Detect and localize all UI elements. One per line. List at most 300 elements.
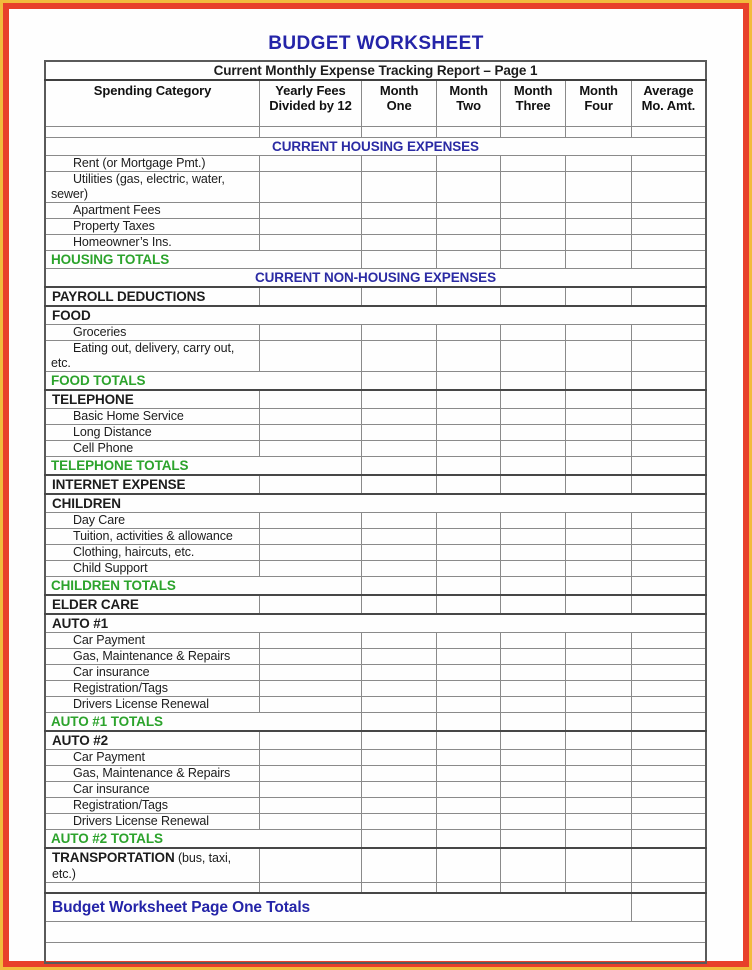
- value-cell: [500, 749, 565, 765]
- table-row: [45, 576, 706, 595]
- value-cell: [260, 848, 362, 883]
- value-cell: [566, 250, 631, 268]
- value-cell: [437, 340, 500, 371]
- value-cell: [361, 218, 437, 234]
- value-cell: [437, 390, 500, 409]
- table-row: [45, 882, 706, 893]
- value-cell: [566, 848, 631, 883]
- table-row: [45, 893, 706, 921]
- row-label: Day Care: [45, 512, 260, 528]
- value-cell: [566, 696, 631, 712]
- totals-label: AUTO #2 TOTALS: [45, 829, 361, 848]
- value-cell: [361, 731, 437, 750]
- value-cell: [566, 680, 631, 696]
- row-label: Gas, Maintenance & Repairs: [45, 765, 260, 781]
- value-cell: [631, 390, 706, 409]
- category-label-bold: TRANSPORTATION: [52, 849, 175, 865]
- row-label: Clothing, haircuts, etc.: [45, 544, 260, 560]
- value-cell: [260, 324, 362, 340]
- category-label: TELEPHONE: [45, 390, 260, 409]
- value-cell: [566, 765, 631, 781]
- value-cell: [500, 528, 565, 544]
- value-cell: [260, 171, 362, 202]
- table-row: [45, 287, 706, 306]
- value-cell: [631, 408, 706, 424]
- worksheet-body: [45, 126, 706, 963]
- empty-row-cell: [45, 942, 706, 963]
- category-label: ELDER CARE: [45, 595, 260, 614]
- value-cell: [566, 234, 631, 250]
- value-cell: [437, 765, 500, 781]
- table-row: [45, 614, 706, 633]
- table-row: [45, 544, 706, 560]
- value-cell: [361, 664, 437, 680]
- value-cell: [437, 813, 500, 829]
- table-row: [45, 712, 706, 731]
- value-cell: [631, 797, 706, 813]
- value-cell: [500, 126, 565, 137]
- value-cell: [437, 250, 500, 268]
- value-cell: [260, 340, 362, 371]
- value-cell: [631, 765, 706, 781]
- table-row: [45, 408, 706, 424]
- value-cell: [437, 595, 500, 614]
- value-cell: [361, 829, 437, 848]
- category-label: AUTO #2: [45, 731, 260, 750]
- value-cell: [566, 544, 631, 560]
- value-cell: [631, 234, 706, 250]
- value-cell: [500, 390, 565, 409]
- value-cell: [500, 829, 565, 848]
- category-label: PAYROLL DEDUCTIONS: [45, 287, 260, 306]
- value-cell: [631, 848, 706, 883]
- table-row: [45, 440, 706, 456]
- value-cell: [361, 171, 437, 202]
- table-row: [45, 512, 706, 528]
- value-cell: [260, 287, 362, 306]
- value-cell: [260, 408, 362, 424]
- value-cell: [631, 218, 706, 234]
- value-cell: [361, 813, 437, 829]
- value-cell: [631, 680, 706, 696]
- value-cell: [361, 287, 437, 306]
- value-cell: [437, 560, 500, 576]
- row-label: Long Distance: [45, 424, 260, 440]
- row-label: Tuition, activities & allowance: [45, 528, 260, 544]
- value-cell: [500, 731, 565, 750]
- value-cell: [361, 595, 437, 614]
- value-cell: [437, 696, 500, 712]
- value-cell: [361, 390, 437, 409]
- table-row: [45, 306, 706, 325]
- row-label: Eating out, delivery, carry out, etc.: [45, 340, 260, 371]
- value-cell: [500, 648, 565, 664]
- category-label: FOOD: [45, 306, 706, 325]
- column-header-row: [45, 80, 706, 126]
- column-header: Month Four: [566, 80, 631, 126]
- value-cell: [500, 234, 565, 250]
- value-cell: [566, 749, 631, 765]
- row-label: Rent (or Mortgage Pmt.): [45, 155, 260, 171]
- value-cell: [437, 664, 500, 680]
- row-label: Car insurance: [45, 664, 260, 680]
- value-cell: [500, 371, 565, 390]
- value-cell: [361, 340, 437, 371]
- row-label: Car Payment: [45, 749, 260, 765]
- value-cell: [566, 595, 631, 614]
- value-cell: [361, 475, 437, 494]
- value-cell: [631, 424, 706, 440]
- column-header: Yearly Fees Divided by 12: [260, 80, 362, 126]
- value-cell: [500, 512, 565, 528]
- table-row: [45, 632, 706, 648]
- value-cell: [631, 560, 706, 576]
- value-cell: [500, 765, 565, 781]
- value-cell: [361, 424, 437, 440]
- value-cell: [361, 749, 437, 765]
- value-cell: [361, 680, 437, 696]
- value-cell: [361, 544, 437, 560]
- value-cell: [566, 218, 631, 234]
- column-header: Average Mo. Amt.: [631, 80, 706, 126]
- value-cell: [260, 202, 362, 218]
- value-cell: [437, 528, 500, 544]
- value-cell: [500, 340, 565, 371]
- value-cell: [437, 234, 500, 250]
- value-cell: [361, 576, 437, 595]
- value-cell: [361, 632, 437, 648]
- value-cell: [566, 882, 631, 893]
- value-cell: [500, 560, 565, 576]
- row-label: Groceries: [45, 324, 260, 340]
- page-title: BUDGET WORKSHEET: [268, 33, 484, 54]
- row-label: Drivers License Renewal: [45, 696, 260, 712]
- row-label: Car insurance: [45, 781, 260, 797]
- table-row: [45, 560, 706, 576]
- value-cell: [437, 155, 500, 171]
- value-cell: [500, 595, 565, 614]
- value-cell: [631, 544, 706, 560]
- value-cell: [45, 126, 260, 137]
- decorative-frame: [3, 3, 749, 967]
- value-cell: [361, 155, 437, 171]
- table-row: [45, 813, 706, 829]
- value-cell: [566, 528, 631, 544]
- table-row: [45, 680, 706, 696]
- value-cell: [500, 813, 565, 829]
- value-cell: [260, 126, 362, 137]
- table-row: [45, 664, 706, 680]
- row-label: Cell Phone: [45, 440, 260, 456]
- value-cell: [631, 440, 706, 456]
- value-cell: [437, 456, 500, 475]
- value-cell: [361, 882, 437, 893]
- value-cell: [260, 512, 362, 528]
- value-cell: [437, 171, 500, 202]
- value-cell: [500, 664, 565, 680]
- value-cell: [566, 287, 631, 306]
- value-cell: [500, 202, 565, 218]
- row-label: Registration/Tags: [45, 680, 260, 696]
- category-label: [45, 848, 260, 883]
- value-cell: [437, 371, 500, 390]
- table-row: [45, 648, 706, 664]
- value-cell: [361, 712, 437, 731]
- value-cell: [437, 632, 500, 648]
- value-cell: [437, 287, 500, 306]
- value-cell: [500, 155, 565, 171]
- value-cell: [437, 475, 500, 494]
- table-row: [45, 781, 706, 797]
- category-label-suffix: (bus, taxi, etc.): [52, 850, 232, 881]
- value-cell: [631, 696, 706, 712]
- value-cell: [566, 731, 631, 750]
- value-cell: [566, 155, 631, 171]
- value-cell: [500, 781, 565, 797]
- value-cell: [566, 560, 631, 576]
- value-cell: [437, 829, 500, 848]
- table-row: [45, 137, 706, 155]
- row-label: Apartment Fees: [45, 202, 260, 218]
- table-row: [45, 250, 706, 268]
- row-label: Registration/Tags: [45, 797, 260, 813]
- value-cell: [260, 218, 362, 234]
- value-cell: [631, 664, 706, 680]
- table-row: [45, 61, 706, 80]
- row-label: Basic Home Service: [45, 408, 260, 424]
- value-cell: [437, 544, 500, 560]
- value-cell: [631, 632, 706, 648]
- budget-table: [44, 60, 707, 964]
- value-cell: [361, 781, 437, 797]
- value-cell: [361, 512, 437, 528]
- value-cell: [500, 797, 565, 813]
- value-cell: [260, 664, 362, 680]
- value-cell: [631, 155, 706, 171]
- table-row: [45, 371, 706, 390]
- table-row: [45, 696, 706, 712]
- row-label: Drivers License Renewal: [45, 813, 260, 829]
- value-cell: [361, 648, 437, 664]
- value-cell: [500, 632, 565, 648]
- value-cell: [631, 171, 706, 202]
- value-cell: [260, 424, 362, 440]
- table-row: [45, 268, 706, 287]
- value-cell: [500, 475, 565, 494]
- value-cell: [437, 126, 500, 137]
- value-cell: [566, 171, 631, 202]
- value-cell: [566, 712, 631, 731]
- value-cell: [260, 765, 362, 781]
- value-cell: [260, 813, 362, 829]
- table-row: [45, 202, 706, 218]
- value-cell: [260, 595, 362, 614]
- value-cell: [631, 250, 706, 268]
- page-totals-label: Budget Worksheet Page One Totals: [45, 893, 631, 921]
- value-cell: [566, 648, 631, 664]
- row-label: Utilities (gas, electric, water, sewer): [45, 171, 260, 202]
- value-cell: [260, 648, 362, 664]
- value-cell: [260, 560, 362, 576]
- value-cell: [631, 528, 706, 544]
- value-cell: [437, 781, 500, 797]
- value-cell: [437, 882, 500, 893]
- value-cell: [260, 632, 362, 648]
- value-cell: [566, 781, 631, 797]
- section-header: CURRENT NON-HOUSING EXPENSES: [45, 268, 706, 287]
- report-subtitle: Current Monthly Expense Tracking Report – Page 1: [45, 61, 706, 80]
- table-row: [45, 218, 706, 234]
- value-cell: [500, 882, 565, 893]
- value-cell: [631, 126, 706, 137]
- value-cell: [437, 424, 500, 440]
- totals-label: FOOD TOTALS: [45, 371, 361, 390]
- column-header: Spending Category: [45, 80, 260, 126]
- value-cell: [500, 696, 565, 712]
- category-label: CHILDREN: [45, 494, 706, 513]
- value-cell: [437, 202, 500, 218]
- table-row: [45, 749, 706, 765]
- value-cell: [437, 648, 500, 664]
- table-row: [45, 456, 706, 475]
- table-row: [45, 595, 706, 614]
- table-row: [45, 797, 706, 813]
- value-cell: [260, 749, 362, 765]
- value-cell: [260, 475, 362, 494]
- value-cell: [500, 424, 565, 440]
- value-cell: [437, 218, 500, 234]
- value-cell: [631, 371, 706, 390]
- value-cell: [260, 390, 362, 409]
- value-cell: [566, 340, 631, 371]
- empty-row-cell: [45, 921, 706, 942]
- value-cell: [566, 408, 631, 424]
- value-cell: [260, 680, 362, 696]
- value-cell: [437, 848, 500, 883]
- value-cell: [566, 424, 631, 440]
- value-cell: [437, 512, 500, 528]
- value-cell: [631, 595, 706, 614]
- table-row: [45, 528, 706, 544]
- table-row: [45, 829, 706, 848]
- value-cell: [631, 324, 706, 340]
- value-cell: [437, 749, 500, 765]
- table-row: [45, 921, 706, 942]
- value-cell: [631, 731, 706, 750]
- value-cell: [500, 712, 565, 731]
- value-cell: [437, 408, 500, 424]
- value-cell: [437, 731, 500, 750]
- table-row: [45, 155, 706, 171]
- value-cell: [361, 765, 437, 781]
- value-cell: [437, 797, 500, 813]
- value-cell: [566, 324, 631, 340]
- value-cell: [500, 287, 565, 306]
- column-header: Month Three: [500, 80, 565, 126]
- value-cell: [260, 155, 362, 171]
- value-cell: [45, 882, 260, 893]
- row-label: Car Payment: [45, 632, 260, 648]
- value-cell: [361, 202, 437, 218]
- value-cell: [437, 680, 500, 696]
- value-cell: [566, 512, 631, 528]
- value-cell: [566, 390, 631, 409]
- value-cell: [500, 576, 565, 595]
- row-label: Gas, Maintenance & Repairs: [45, 648, 260, 664]
- value-cell: [361, 456, 437, 475]
- table-row: [45, 390, 706, 409]
- value-cell: [631, 340, 706, 371]
- value-cell: [260, 797, 362, 813]
- value-cell: [631, 576, 706, 595]
- table-row: [45, 731, 706, 750]
- row-label: Property Taxes: [45, 218, 260, 234]
- value-cell: [260, 781, 362, 797]
- value-cell: [566, 576, 631, 595]
- column-header: Month One: [361, 80, 437, 126]
- value-cell: [437, 576, 500, 595]
- value-cell: [566, 456, 631, 475]
- value-cell: [566, 371, 631, 390]
- table-row: [45, 340, 706, 371]
- value-cell: [500, 456, 565, 475]
- value-cell: [260, 234, 362, 250]
- value-cell: [631, 829, 706, 848]
- totals-label: HOUSING TOTALS: [45, 250, 361, 268]
- value-cell: [566, 202, 631, 218]
- value-cell: [500, 408, 565, 424]
- table-row: [45, 475, 706, 494]
- value-cell: [361, 250, 437, 268]
- value-cell: [361, 528, 437, 544]
- value-cell: [260, 528, 362, 544]
- table-row: [45, 234, 706, 250]
- value-cell: [361, 371, 437, 390]
- value-cell: [566, 126, 631, 137]
- value-cell: [566, 813, 631, 829]
- value-cell: [631, 512, 706, 528]
- value-cell: [437, 324, 500, 340]
- value-cell: [566, 440, 631, 456]
- value-cell: [500, 680, 565, 696]
- value-cell: [631, 781, 706, 797]
- value-cell: [260, 440, 362, 456]
- value-cell: [361, 848, 437, 883]
- value-cell: [361, 797, 437, 813]
- category-label: INTERNET EXPENSE: [45, 475, 260, 494]
- value-cell: [631, 813, 706, 829]
- row-label: Child Support: [45, 560, 260, 576]
- value-cell: [631, 749, 706, 765]
- value-cell: [260, 696, 362, 712]
- table-row: [45, 126, 706, 137]
- value-cell: [260, 544, 362, 560]
- value-cell: [361, 408, 437, 424]
- row-label: Homeowner’s Ins.: [45, 234, 260, 250]
- value-cell: [631, 287, 706, 306]
- value-cell: [437, 440, 500, 456]
- value-cell: [631, 648, 706, 664]
- value-cell: [500, 171, 565, 202]
- value-cell: [361, 234, 437, 250]
- value-cell: [500, 218, 565, 234]
- value-cell: [260, 731, 362, 750]
- table-row: [45, 942, 706, 963]
- table-row: [45, 494, 706, 513]
- value-cell: [361, 560, 437, 576]
- totals-label: TELEPHONE TOTALS: [45, 456, 361, 475]
- value-cell: [566, 632, 631, 648]
